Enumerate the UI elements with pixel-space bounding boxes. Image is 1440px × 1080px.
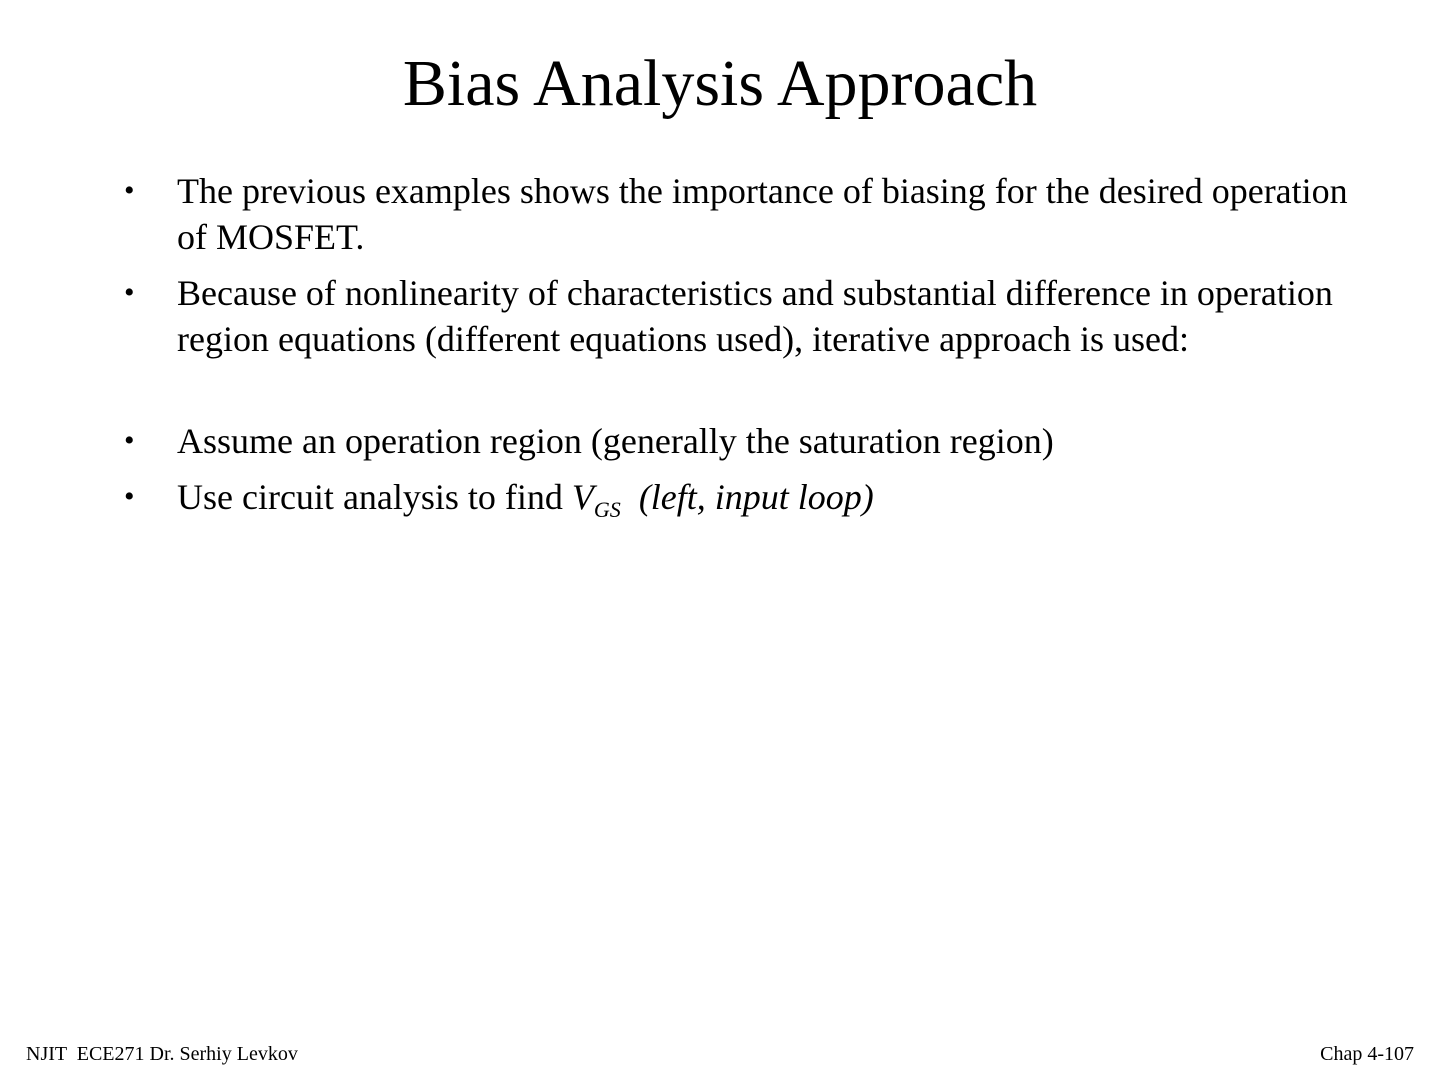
- bullet-text-prefix: Use circuit analysis to find: [177, 477, 572, 517]
- slide-title: Bias Analysis Approach: [402, 47, 1038, 120]
- bullet-text: Because of nonlinearity of characteristics and substantial difference in operation region equations (different equations used), iterative approach is used:: [177, 273, 1333, 359]
- bullet-text-suffix: (left, input loop): [638, 477, 874, 517]
- bullet-icon: •: [124, 174, 135, 207]
- bullet-text: Assume an operation region (generally the saturation region): [177, 421, 1054, 461]
- vgs-variable: V: [571, 477, 594, 517]
- bullet-text: [177, 477, 874, 522]
- bullet-item: [114, 474, 1384, 533]
- bullet-icon: •: [124, 480, 135, 513]
- footer-page-number: Chap 4-107: [1320, 1043, 1414, 1065]
- footer-course-info: NJIT ECE271 Dr. Serhiy Levkov: [26, 1043, 298, 1065]
- bullet-icon: •: [124, 276, 135, 309]
- bullet-item: [114, 168, 1384, 260]
- bullet-list: [114, 168, 1384, 543]
- bullet-item: [114, 418, 1384, 464]
- bullet-text: The previous examples shows the importance of biasing for the desired operation of MOSFET.: [177, 171, 1348, 257]
- bullet-icon: •: [124, 424, 135, 457]
- bullet-item: [114, 270, 1384, 362]
- vgs-subscript: GS: [593, 497, 621, 522]
